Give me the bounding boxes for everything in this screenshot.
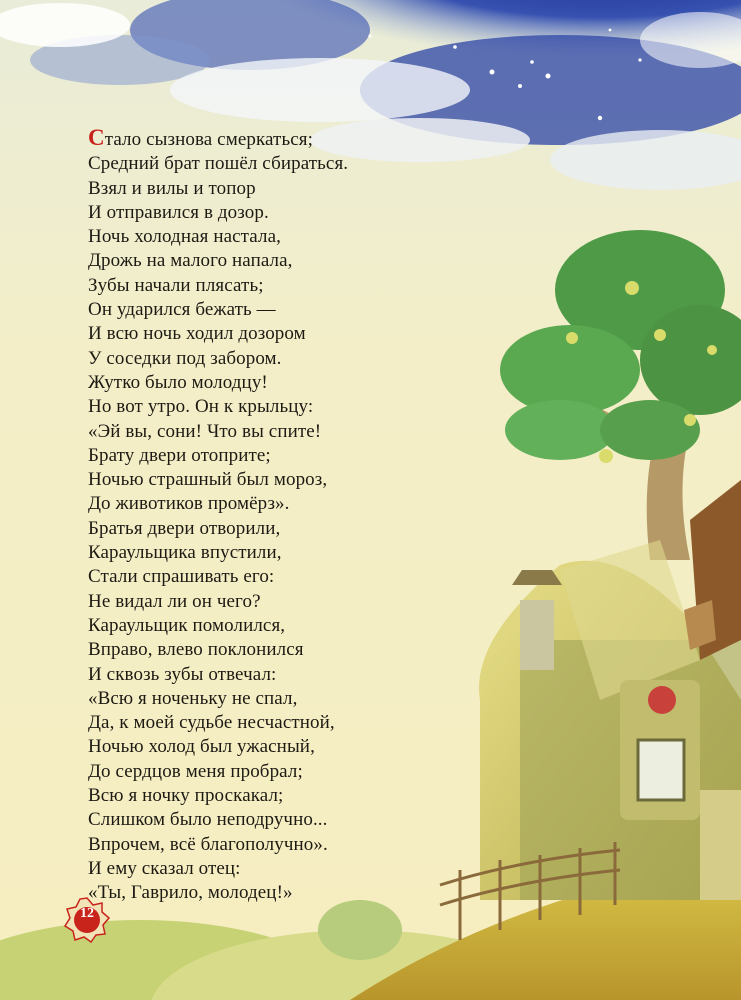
poem-line: Всю я ночку проскакал; [88, 785, 284, 807]
poem-line: Караульщик помолился, [88, 614, 286, 636]
poem-line: Не видал ли он чего? [88, 590, 261, 612]
poem-line-text: тало сызнова смеркаться; [104, 129, 313, 150]
poem-line: Ночью холод был ужасный, [88, 736, 315, 758]
drop-cap: С [88, 125, 105, 150]
poem-line: Ночью страшный был мороз, [88, 469, 328, 491]
poem-line: Братья двери отворили, [88, 517, 281, 539]
poem-line: Средний брат пошёл сбираться. [88, 153, 349, 175]
poem-line: До сердцов меня пробрал; [88, 760, 303, 782]
poem-line: И всю ночь ходил дозором [88, 323, 306, 345]
poem-line: Караульщика впустили, [88, 542, 282, 564]
poem-line: У соседки под забором. [88, 347, 282, 369]
page-number: 12 [80, 906, 94, 921]
poem-line: «Эй вы, сони! Что вы спите! [88, 420, 322, 442]
poem-line: «Всю я ноченьку не спал, [88, 687, 298, 709]
poem-line: Он ударился бежать — [88, 299, 276, 321]
poem-line: Брату двери отоприте; [88, 444, 271, 466]
poem-line: И отправился в дозор. [88, 201, 269, 223]
poem-line: До животиков промёрз». [88, 493, 290, 515]
poem-line: Дрожь на малого напала, [88, 250, 293, 272]
poem-line: Слишком было неподручно... [88, 809, 328, 831]
poem-line: Ночь холодная настала, [88, 226, 281, 248]
poem-line: Но вот утро. Он к крыльцу: [88, 396, 314, 418]
poem-line: Жутко было молодцу! [88, 371, 268, 393]
poem-line: Вправо, влево поклонился [88, 639, 304, 661]
poem-line: Да, к моей судьбе несчастной, [88, 712, 335, 734]
poem-line: Зубы начали плясать; [88, 274, 264, 296]
poem-line [88, 126, 508, 152]
poem-line: «Ты, Гаврило, молодец!» [88, 882, 293, 904]
poem-line: И сквозь зубы отвечал: [88, 663, 277, 685]
poem-line: И ему сказал отец: [88, 857, 241, 879]
poem-line: Стали спрашивать его: [88, 566, 275, 588]
poem-line: Взял и вилы и топор [88, 177, 256, 199]
poem-line: Впрочем, всё благополучно». [88, 833, 328, 855]
poem-text [88, 126, 508, 906]
